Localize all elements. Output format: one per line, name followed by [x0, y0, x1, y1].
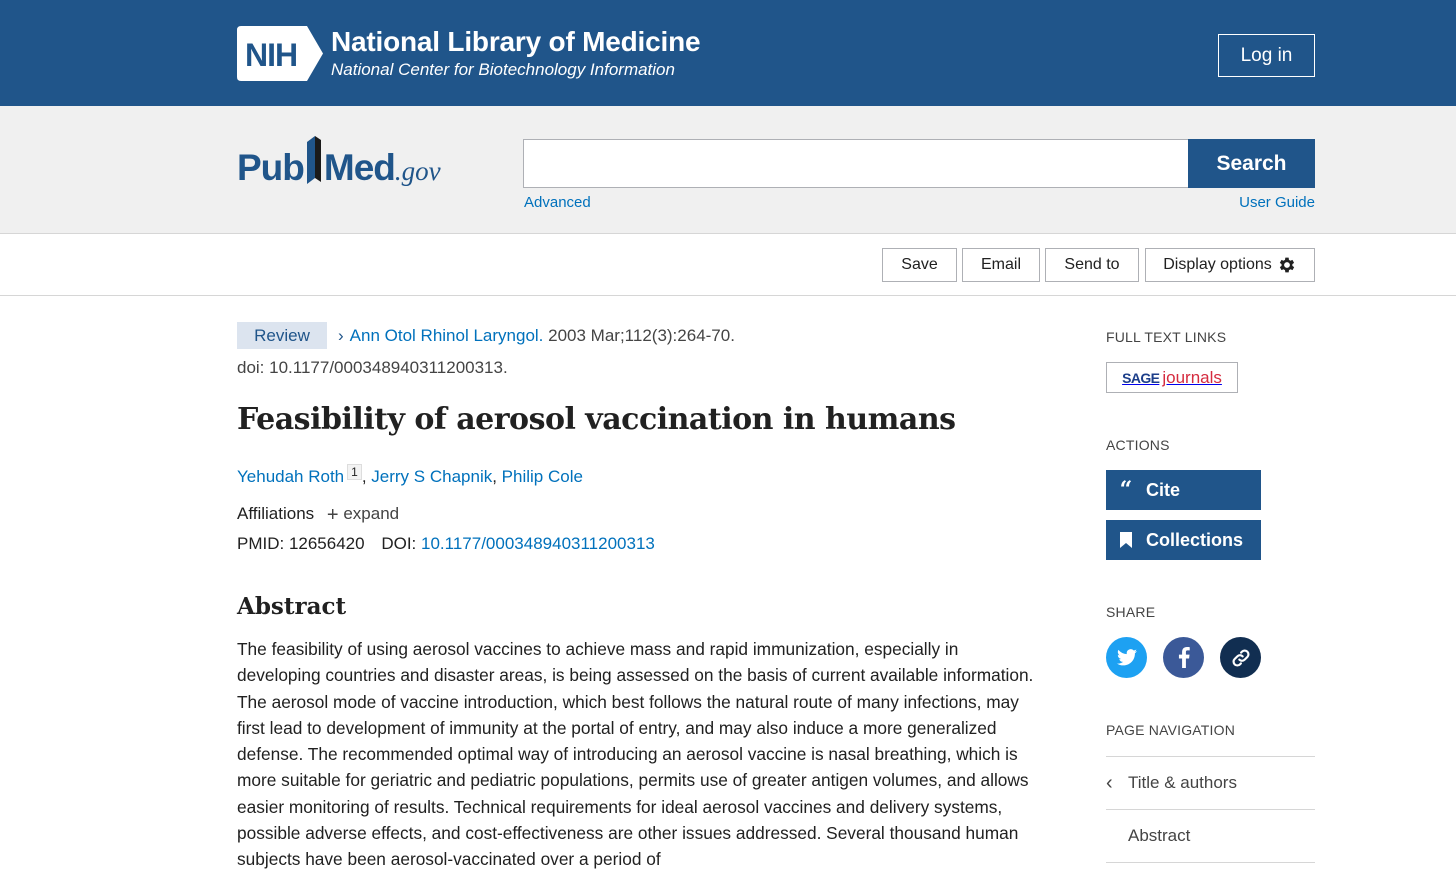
- pubmed-logo[interactable]: [237, 136, 441, 196]
- article-identifiers: [237, 534, 655, 554]
- sage-logo: SAGE: [1122, 369, 1160, 386]
- abstract-heading: Abstract: [237, 593, 347, 620]
- chevron-left-icon: ‹: [1106, 771, 1113, 794]
- nih-logo[interactable]: [237, 26, 323, 81]
- nih-subtitle: National Center for Biotechnology Information: [331, 60, 675, 79]
- article-toolbar: [0, 235, 1456, 296]
- doi-citation: doi: 10.1177/000348940311200313.: [237, 358, 508, 377]
- logo-pub: Pub: [237, 147, 304, 188]
- nav-item-label: Title & authors: [1128, 773, 1237, 792]
- affiliations-toggle[interactable]: [237, 504, 399, 527]
- nih-header: [0, 0, 1456, 106]
- article-type-badge: Review: [237, 322, 327, 349]
- expand-label: expand: [343, 504, 400, 523]
- collections-label: Collections: [1146, 529, 1244, 550]
- share-heading: SHARE: [1106, 604, 1156, 620]
- journal-link[interactable]: Ann Otol Rhinol Laryngol.: [349, 326, 544, 345]
- affiliations-label: Affiliations: [237, 504, 315, 523]
- nav-divider: [1106, 862, 1315, 863]
- affiliation-marker[interactable]: 1: [347, 464, 362, 480]
- quote-icon: “: [1119, 477, 1133, 503]
- search-band: [0, 106, 1456, 234]
- facebook-icon: [1178, 647, 1190, 668]
- pmid: PMID: 12656420: [237, 534, 365, 553]
- save-button[interactable]: Save: [882, 248, 957, 282]
- twitter-share-button[interactable]: [1106, 637, 1147, 678]
- authors-list: Yehudah Roth 1 , Jerry S Chapnik, Philip Cole: [237, 465, 583, 486]
- search-input[interactable]: [523, 139, 1189, 188]
- send-to-button[interactable]: Send to: [1045, 248, 1139, 282]
- collections-button[interactable]: [1106, 520, 1261, 560]
- display-options-label: Display options: [1163, 256, 1272, 273]
- book-icon: [305, 136, 323, 186]
- sage-journals-text: journals: [1162, 367, 1222, 387]
- full-text-links-heading: FULL TEXT LINKS: [1106, 329, 1227, 345]
- page-navigation-heading: PAGE NAVIGATION: [1106, 722, 1236, 738]
- chevron-right-icon: ›: [338, 326, 344, 345]
- facebook-share-button[interactable]: [1163, 637, 1204, 678]
- nav-item-abstract[interactable]: [1106, 810, 1315, 862]
- nih-badge-text: NIH: [245, 37, 298, 73]
- sage-journals-link[interactable]: [1106, 362, 1238, 393]
- nav-item-title-authors[interactable]: [1106, 757, 1315, 809]
- search-button[interactable]: Search: [1188, 139, 1315, 188]
- bookmark-icon: [1106, 532, 1146, 548]
- abstract-text: The feasibility of using aerosol vaccines to achieve mass and rapid immunization, especially in developing countries and disaster areas, is being assessed on the basis of current available information. The aerosol mode of vaccine introduction, which best follows the natural route of many infections, may first lead to development of immunity at the portal of entry, and may also induce a more generalized defense. The recommended optimal way of introducing an aerosol vaccine is nasal breathing, which is more suitable for geriatric and pediatric populations, permits use of greater antigen volumes, and allows easier monitoring of results. Technical requirements for ideal aerosol vaccines and delivery systems, possible adverse effects, and cost-effectiveness are other issues addressed. Several thousand human subjects have been aerosol-vaccinated over a period of: [237, 639, 1034, 870]
- advanced-search-link[interactable]: Advanced: [524, 194, 591, 211]
- journal-citation: [338, 326, 735, 346]
- copy-link-button[interactable]: [1220, 637, 1261, 678]
- logo-gov: .gov: [394, 156, 441, 186]
- nav-item-label: Abstract: [1128, 826, 1191, 845]
- doi-label: DOI:: [381, 534, 417, 553]
- logo-med: Med: [323, 147, 395, 188]
- nih-title[interactable]: National Library of Medicine: [331, 26, 701, 57]
- author-link[interactable]: Yehudah Roth: [237, 467, 345, 486]
- expand-toggle[interactable]: [326, 504, 400, 526]
- link-icon: [1231, 648, 1251, 668]
- cite-label: Cite: [1146, 479, 1181, 500]
- author-link[interactable]: Jerry S Chapnik: [371, 467, 493, 486]
- actions-heading: ACTIONS: [1106, 437, 1170, 453]
- citation-details: 2003 Mar;112(3):264-70.: [548, 326, 735, 345]
- cite-button[interactable]: [1106, 470, 1261, 510]
- author-link[interactable]: Philip Cole: [501, 467, 583, 486]
- plus-icon: +: [326, 504, 339, 526]
- display-options-button[interactable]: [1145, 248, 1315, 282]
- doi-link[interactable]: 10.1177/000348940311200313: [421, 534, 655, 553]
- login-button[interactable]: Log in: [1218, 34, 1315, 77]
- email-button[interactable]: Email: [962, 248, 1040, 282]
- gear-icon: [1277, 255, 1297, 275]
- user-guide-link[interactable]: User Guide: [1239, 194, 1315, 211]
- article-title: Feasibility of aerosol vaccination in humans: [237, 402, 956, 437]
- twitter-icon: [1117, 649, 1137, 666]
